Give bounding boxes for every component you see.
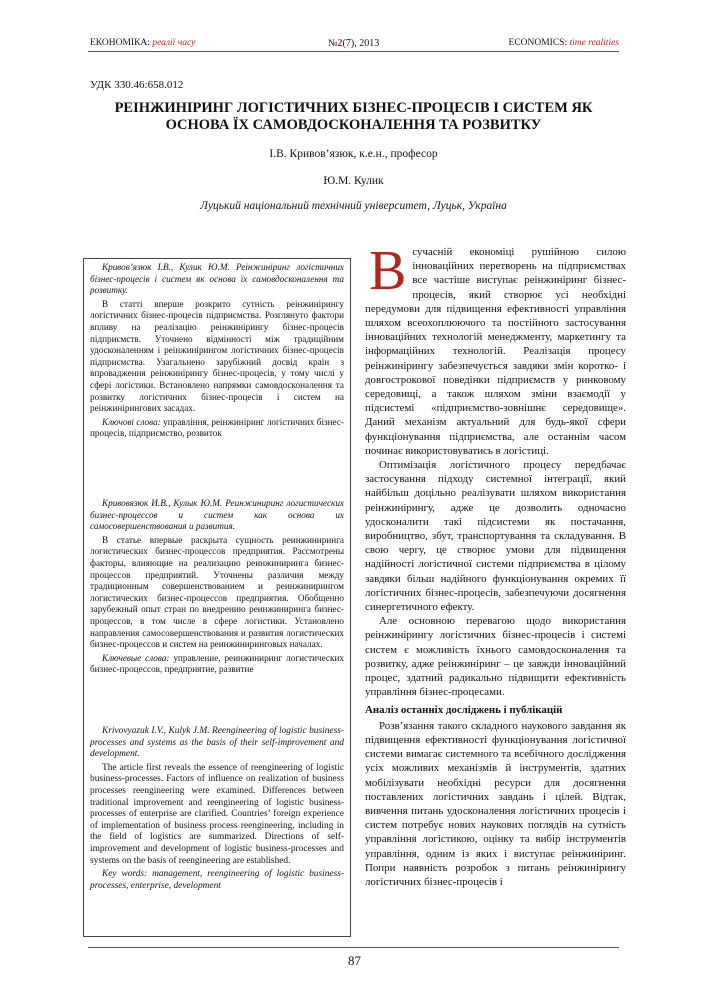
abstract-ukrainian xyxy=(83,258,351,479)
journal-header-left xyxy=(90,38,195,48)
author-1: І.В. Кривов’язюк, к.е.н., професор xyxy=(269,148,438,160)
article-title: РЕІНЖИНІРИНГ ЛОГІСТИЧНИХ БІЗНЕС-ПРОЦЕСІВ І СИСТЕМ ЯК ОСНОВА ЇХ САМОВДОСКОНАЛЕННЯ ТА РОЗВИТКУ xyxy=(114,100,593,133)
drop-cap: В xyxy=(369,240,407,302)
paragraph: Оптимізація логістичного процесу передбачає застосування підходу системної інтеграції, який найбільш доцільно реалізувати шляхом використання реінжинірингу, адже це дозволить одночасно удосконалити такі підсистеми як постачання, виробництво, збут, транспортування та складування. В свою чергу, це створює умови для підвищення надійності логістичної системи підприємства в цілому завдяки більш надійного функціонування окремих її логістичних бізнес-процесів, забезпечуючи досягнення синергетичного ефекту. xyxy=(365,459,626,614)
intro-paragraph: Всучасній економіці рушійною силою інноваційних перетворень на підприємствах все частіше виступає реінжиніринг бізнес-процесів, який створює усі необхідні передумови для підвищення ефективності управління шляхом всеохоплюючого та постійного застосування інноваційних технологій менеджменту, маркетингу та інформаційних технологій. Реалізація процесу реінжинірингу забезпечується завдяки змін коротко- і довгострокової поведінки підприємств у ринковому середовищі, а також шляхом зміни взаємодії у підсистемі «підприємство-зовнішнє середовище». Даний механізм актуальний для будь-якої сфери функціонування підприємства, але останнім часом починає використовуватись в логістиці. xyxy=(365,240,626,457)
section-heading: Аналіз останніх досліджень і публікацій xyxy=(365,703,563,716)
issue-number: №2(7), 2013 xyxy=(328,38,380,49)
footer-divider xyxy=(88,947,619,948)
paragraph: Розв’язання такого складного наукового завдання як підвищення ефективності функціонування логістичної системи вимагає системного та всебічного дослідження усіх можливих механізмів й інструментів, здатних мобілізувати необхідні ресурси для досягнення поставлених логістичних завдань і цілей. Відтак, вивчення питань удосконалення логістичних процесів і систем потребує нових наукових поглядів на сутність управління логістикою, оцінку та вибір інструментів управління, одним із яких і виступає реінжиніринг. Попри наявність розробок з питань реінжинірингу логістичних бізнес-процесів і xyxy=(365,719,626,888)
abstract-citation: Кривовязюк И.В., Кулык Ю.М. Реинжиниринг логистических бизнес-процессов и систем как основа их самосовершенствования и развития. xyxy=(90,498,344,532)
abstract-english xyxy=(83,696,351,937)
page-footer xyxy=(0,952,709,970)
keywords: Key words: management, reengineering of logistic business-processes, enterprise, development xyxy=(90,869,344,891)
abstract-body: В статті вперше розкрито сутність реінжинірингу логістичних бізнес-процесів підприємства. Розглянуто фактори впливу на реалізацію реінжинірингу бізнес-процесів підприємств. Уточнено відмінності між традиційним удосконаленням і реінжинірингом логістичних бізнес-процесів підприємства. Узагальнено зарубіжний досвід країн з впровадження реінжинірингу бізнес-процесів, у тому числі у сфері логістики. Встановлено напрямки самовдосконалення та розвитку логістичних бізнес-процесів і систем на реінжинірингових засадах. xyxy=(90,298,344,414)
main-text-column xyxy=(365,240,626,889)
journal-header-right xyxy=(509,38,619,48)
author-2: Ю.М. Кулик xyxy=(323,175,384,187)
header-divider xyxy=(88,51,619,52)
paragraph: Але основною перевагою щодо використання реінжинірингу логістичних бізнес-процесів і системі систем є можливість їхнього самовдосконалення та розвитку, адже реінжиніринг – це завжди інноваційний процес, здатний радикально підвищити ефективність управління бізнес-процесами. xyxy=(365,615,626,699)
abstract-citation: Krivovyazuk I.V., Kulyk J.M. Reengineering of logistic business-processes and systems as the basis of their self-improvement and development. xyxy=(90,726,344,760)
journal-subtitle-en: time realities xyxy=(569,38,619,48)
abstract-body: В статье впервые раскрыта сущность реинжиниринга логистических бизнес-процессов предприятия. Рассмотрены факторы, влияющие на реализацию реинжиниринга бизнес-процессов предприятий. Уточнены различия между традиционным совершенствованием и реинжинирингом логистических бизнес-процессов предприятия. Обобщенно зарубежный опыт стран по внедрению реинжиниринга бизнес-процессов, в том числе в сфере логистики. Установлено направления самосовершенствования и развития логистических бизнес-процессов и систем на реинжиниринговых началах. xyxy=(90,534,344,650)
affiliation: Луцький національний технічний університет, Луцьк, Україна xyxy=(200,200,507,212)
keywords: Ключевые слова: управление, реинжиниринг логистических бизнес-процессов, предприятие, развитие xyxy=(90,652,344,675)
abstracts-column xyxy=(83,258,351,924)
abstract-body: The article first reveals the essence of reengineering of logistic business-processes. Factors of influence on realization of business processes reengineering were examined. Differences between traditional improvement and reengineering of logistic business-processes of enterprise are clarified. Countries’ foreign experience of implementation of business process reengineering, including in the field of logistics are summarized. Directions of self-improvement and development of logistic business-processes and systems on the basis of reengineering are established. xyxy=(90,762,344,866)
abstract-russian xyxy=(83,479,351,696)
journal-subtitle-ua: реалії часу xyxy=(152,38,196,48)
udk-code: УДК 330.46:658.012 xyxy=(90,79,184,91)
journal-name-ua: ЕКОНОМІКА: xyxy=(90,38,150,48)
page-number: 87 xyxy=(348,953,361,968)
journal-name-en: ECONOMICS: xyxy=(508,38,568,48)
keywords: Ключові слова: управління, реінжиніринг логістичних бізнес-процесів, підприємство, розвиток xyxy=(90,416,344,439)
abstract-citation: Кривов’язюк І.В., Кулик Ю.М. Реінжиніринг логістичних бізнес-процесів і систем як основа їх самовдосконалення та розвитку. xyxy=(90,262,344,296)
